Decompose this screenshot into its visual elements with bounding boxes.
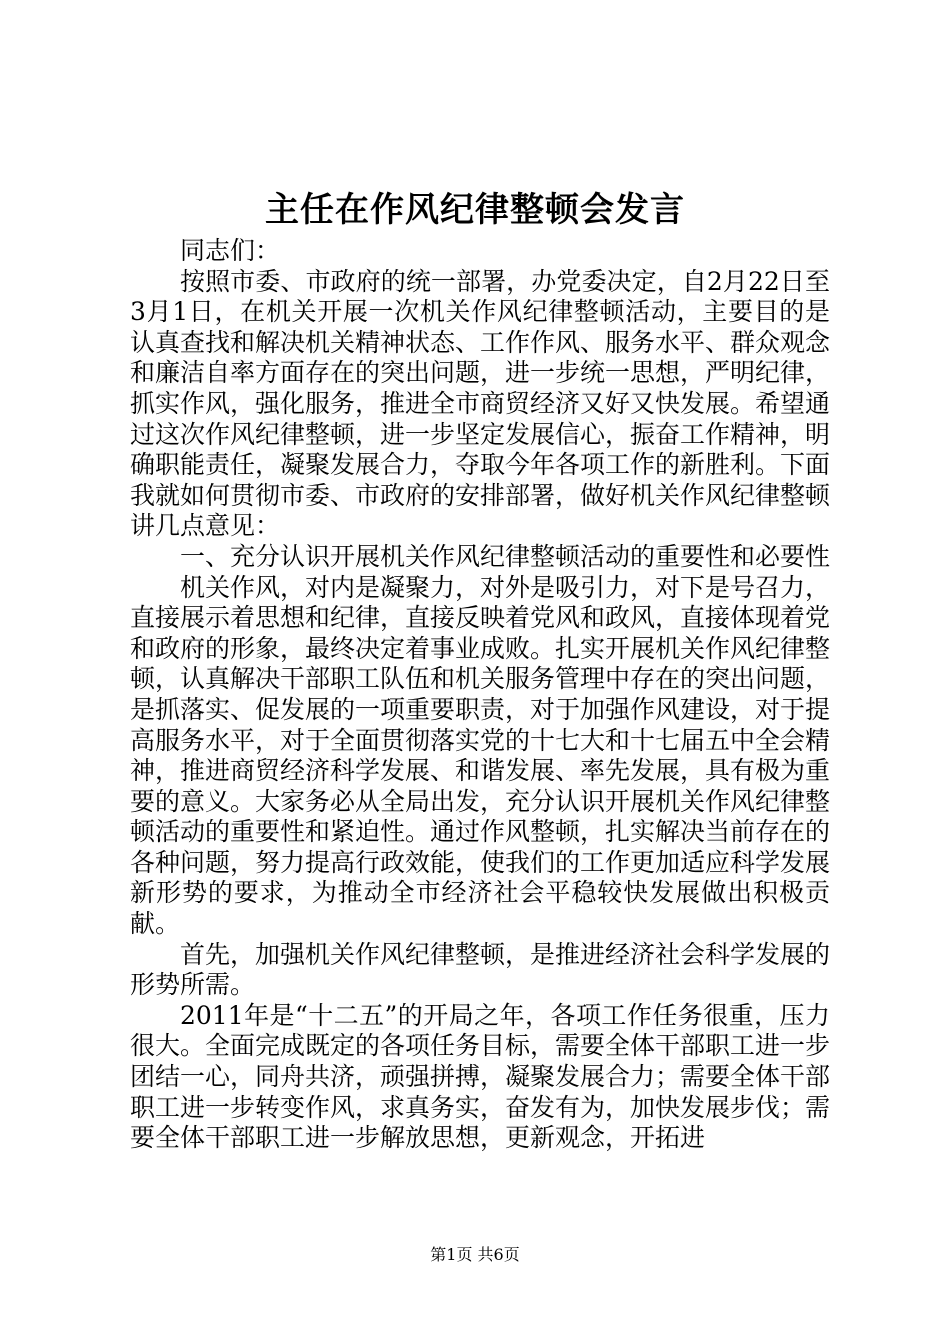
paragraph-section-1: 机关作风，对内是凝聚力，对外是吸引力，对下是号召力，直接展示着思想和纪律，直接反映着党风和政风，直接体现着党和政府的形象，最终决定着事业成败。扎实开展机关作风纪律整顿，认真解决干部职工队伍和机关服务管理中存在的突出问题，是抓落实、促发展的一项重要职责，对于加强作风建设，对于提高服务水平，对于全面贯彻落实党的十七大和十七届五中全会精神，推进商贸经济科学发展、和谐发展、率先发展，具有极为重要的意义。大家务必从全局出发，充分认识开展机关作风纪律整顿活动的重要性和紧迫性。通过作风整顿，扎实解决当前存在的各种问题，努力提高行政效能，使我们的工作更加适应科学发展新形势的要求，为推动全市经济社会平稳较快发展做出积极贡献。 [130, 572, 831, 939]
paragraph-2011: 2011年是“十二五”的开局之年，各项工作任务很重，压力很大。全面完成既定的各项任务目标，需要全体干部职工进一步团结一心，同舟共济，顽强拼搏，凝聚发展合力；需要全体干部职工进一步转变作风，求真务实，奋发有为，加快发展步伐；需要全体干部职工进一步解放思想，更新观念，开拓进 [130, 1000, 831, 1153]
salutation: 同志们： [180, 236, 281, 265]
section-heading-1: 一、充分认识开展机关作风纪律整顿活动的重要性和必要性 [180, 541, 831, 571]
document-title: 主任在作风纪律整顿会发言 [265, 190, 685, 230]
paragraph-intro: 按照市委、市政府的统一部署，办党委决定，自2月22日至3月1日，在机关开展一次机关作风纪律整顿活动，主要目的是认真查找和解决机关精神状态、工作作风、服务水平、群众观念和廉洁自率方面存在的突出问题，进一步统一思想，严明纪律，抓实作风，强化服务，推进全市商贸经济又好又快发展。希望通过这次作风纪律整顿，进一步坚定发展信心，振奋工作精神，明确职能责任，凝聚发展合力，夺取今年各项工作的新胜利。下面我就如何贯彻市委、市政府的安排部署，做好机关作风纪律整顿讲几点意见： [130, 266, 831, 541]
document-body [130, 236, 830, 1154]
paragraph-first-point: 首先，加强机关作风纪律整顿，是推进经济社会科学发展的形势所需。 [130, 939, 831, 1000]
page-footer: 第1页 共6页 [430, 1245, 520, 1264]
